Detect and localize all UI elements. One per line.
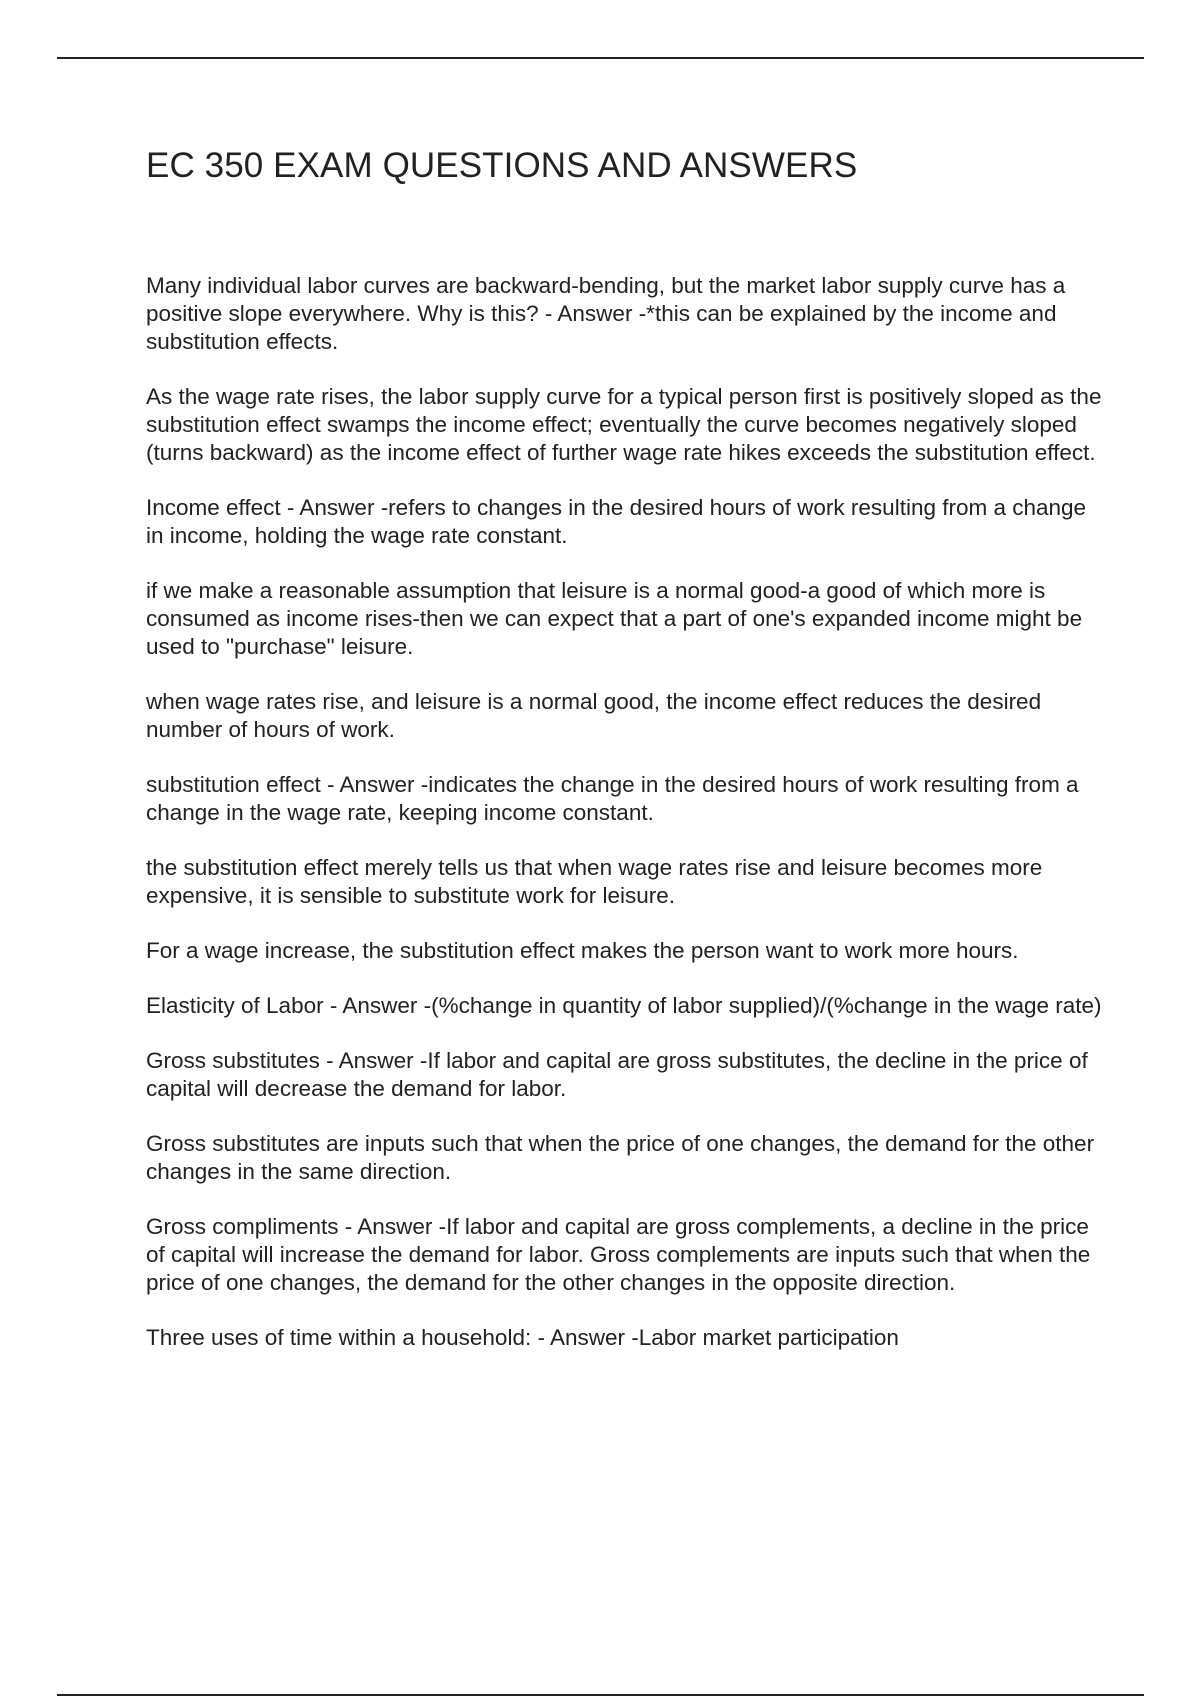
top-divider: [57, 57, 1144, 59]
paragraph: if we make a reasonable assumption that leisure is a normal good-a good of which more is consumed as income rises-then we can expect that a part of one's expanded income might be used to "purchase" leisure.: [146, 578, 1083, 659]
paragraph: Gross substitutes are inputs such that when the price of one changes, the demand for the other changes in the same direction.: [146, 1131, 1095, 1184]
paragraph: Income effect - Answer -refers to changes in the desired hours of work resulting from a change in income, holding the wage rate constant.: [146, 495, 1087, 548]
paragraph: Elasticity of Labor - Answer -(%change in quantity of labor supplied)/(%change in the wage rate): [146, 993, 1102, 1018]
paragraph: Gross compliments - Answer -If labor and capital are gross complements, a decline in the price of capital will increase the demand for labor. Gross complements are inputs such that when the price of one changes, the demand for the other changes in the opposite direction.: [146, 1214, 1091, 1295]
paragraph: Many individual labor curves are backward-bending, but the market labor supply curve has a positive slope everywhere. Why is this? - Answer -*this can be explained by the income and substitution effects.: [146, 273, 1066, 354]
paragraph: For a wage increase, the substitution effect makes the person want to work more hours.: [146, 938, 1019, 963]
paragraph: Gross substitutes - Answer -If labor and capital are gross substitutes, the decline in the price of capital will decrease the demand for labor.: [146, 1048, 1088, 1101]
paragraph: when wage rates rise, and leisure is a normal good, the income effect reduces the desired number of hours of work.: [146, 689, 1042, 742]
bottom-divider: [57, 1694, 1144, 1696]
paragraph: Three uses of time within a household: - Answer -Labor market participation: [146, 1325, 899, 1350]
document-title: EC 350 EXAM QUESTIONS AND ANSWERS: [146, 146, 858, 185]
document-body: [146, 272, 1106, 1379]
paragraph: As the wage rate rises, the labor supply curve for a typical person first is positively sloped as the substitution effect swamps the income effect; eventually the curve becomes negatively sloped (turns backward) as the income effect of further wage rate hikes exceeds the substitution effect.: [146, 384, 1102, 465]
paragraph: substitution effect - Answer -indicates the change in the desired hours of work resulting from a change in the wage rate, keeping income constant.: [146, 772, 1079, 825]
paragraph: the substitution effect merely tells us that when wage rates rise and leisure becomes more expensive, it is sensible to substitute work for leisure.: [146, 855, 1043, 908]
